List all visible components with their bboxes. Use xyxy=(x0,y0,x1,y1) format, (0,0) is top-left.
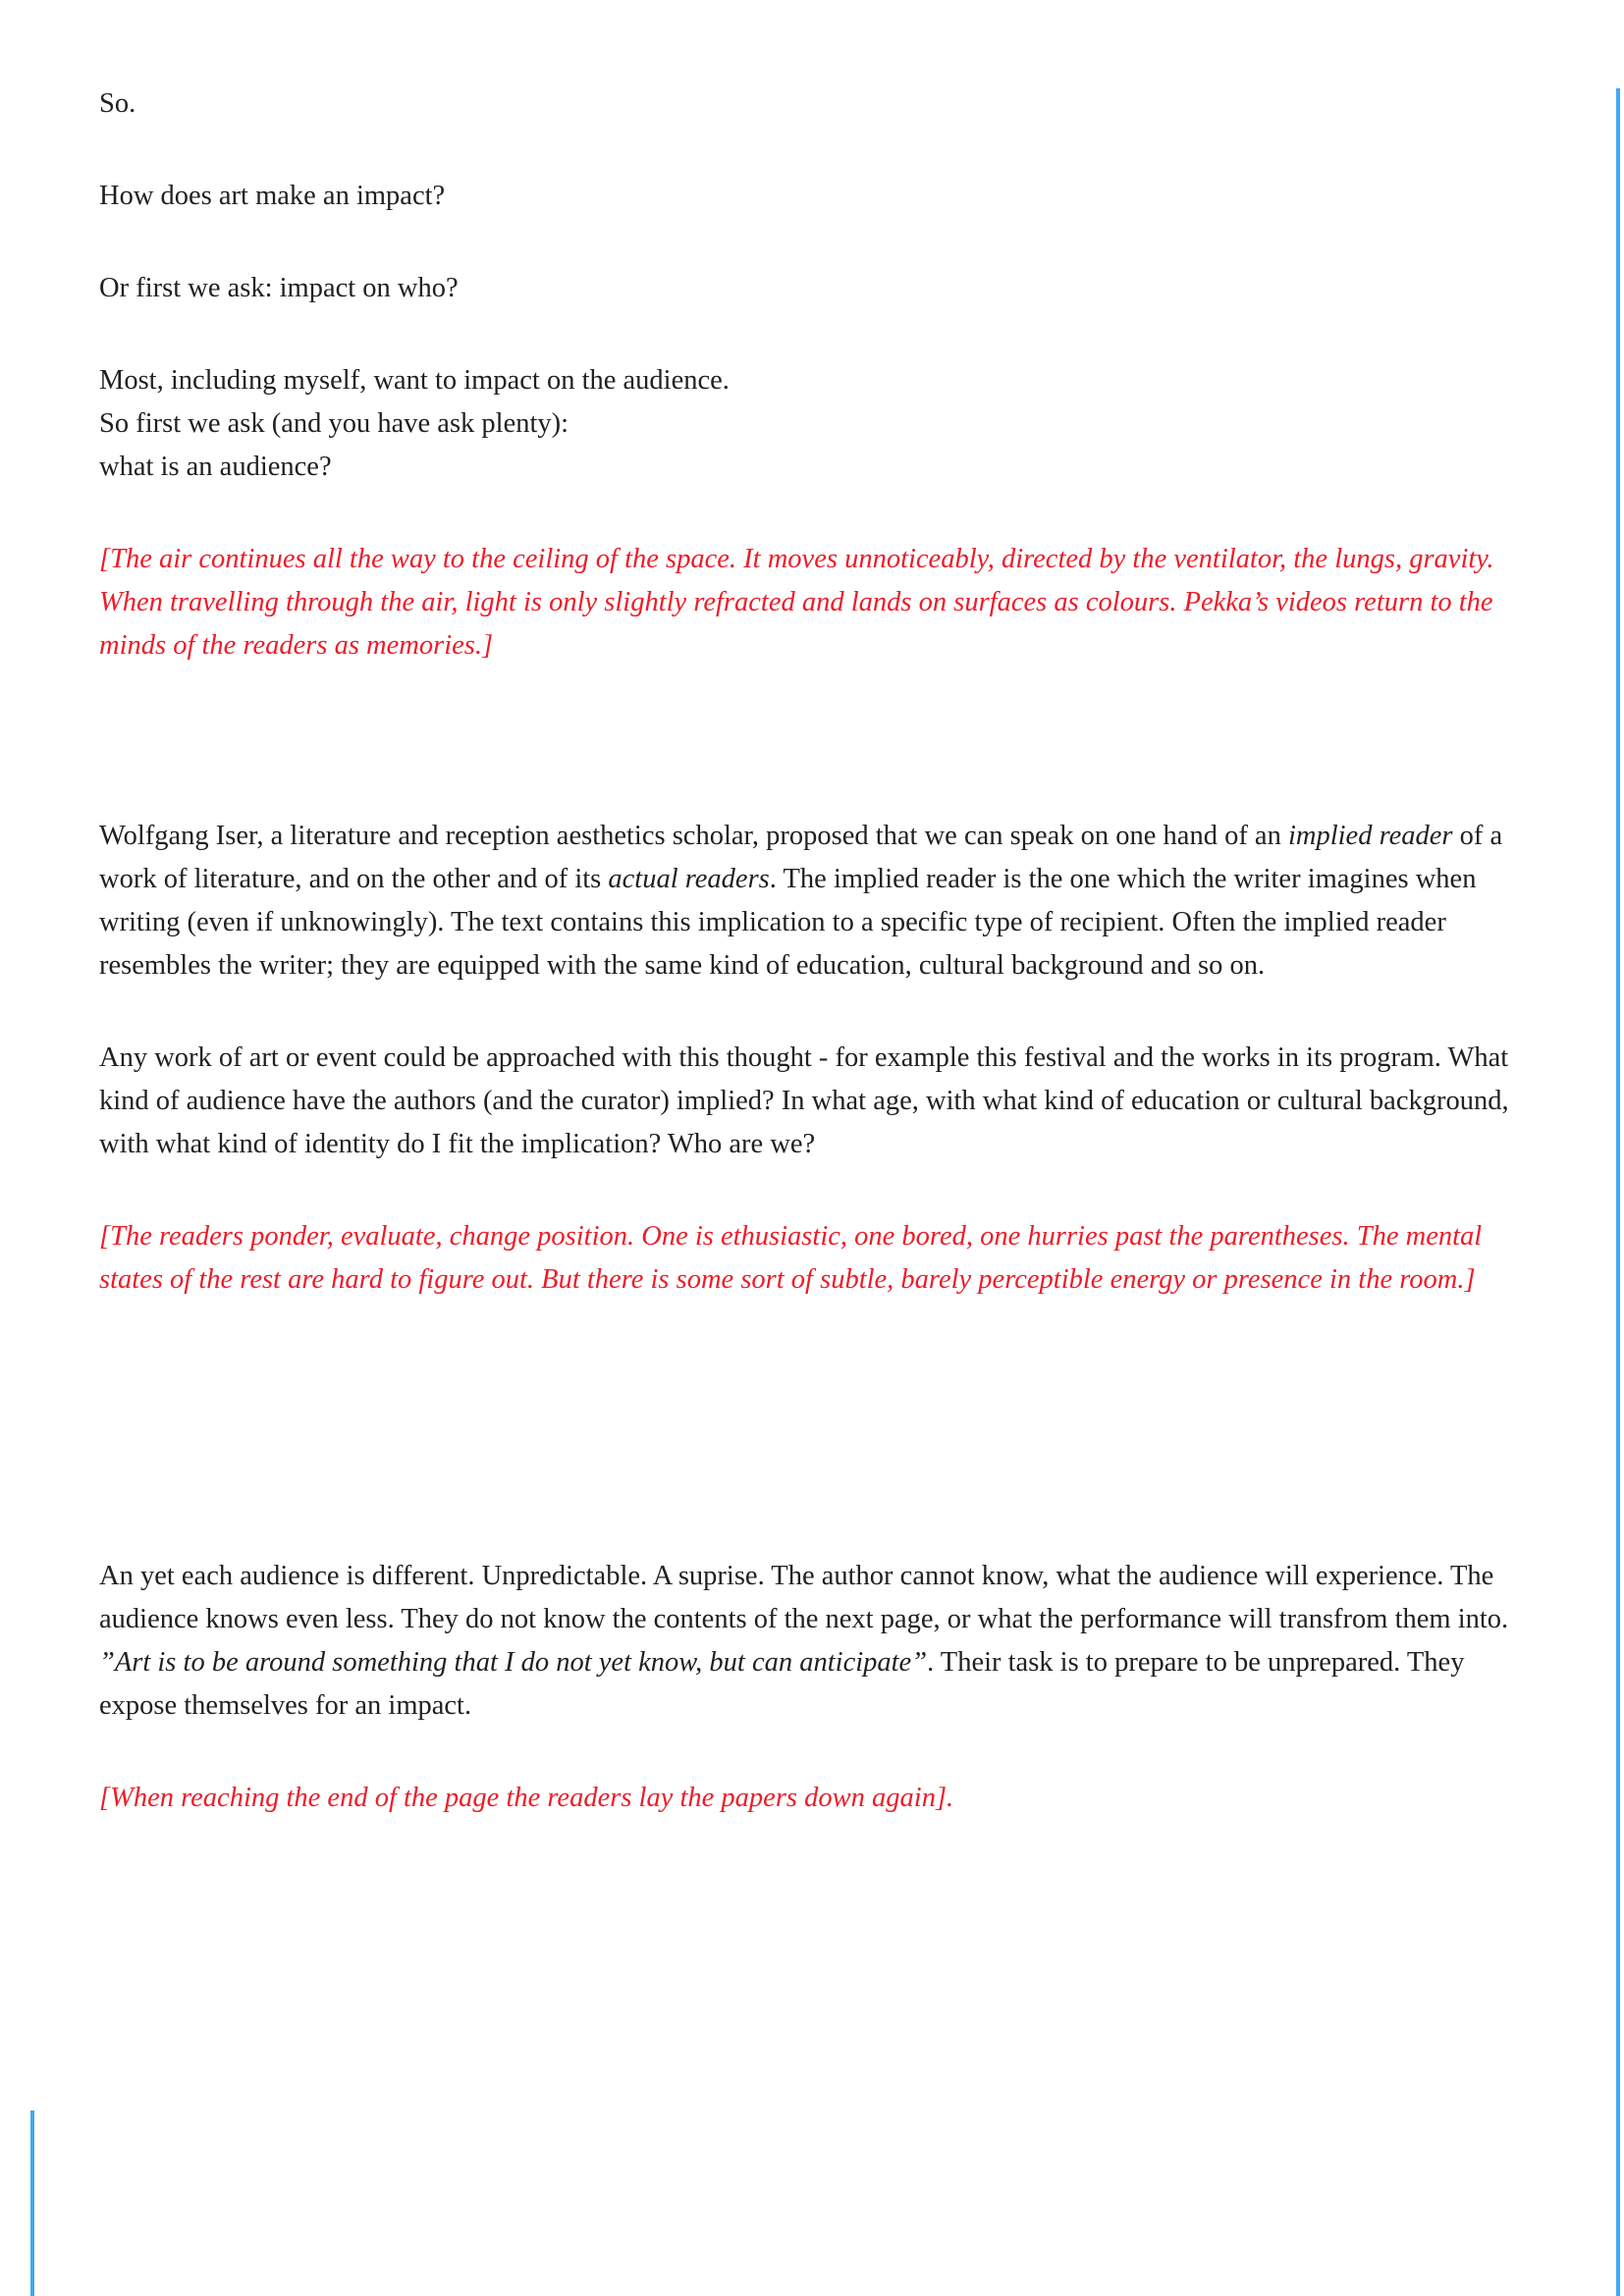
paragraph-so: So. xyxy=(99,88,136,119)
paragraph-any-work: Any work of art or event could be approached with this thought - for example this festival and the works in its program. What kind of audience have the authors (and the curator) implied? In what age, with what kind of education or cultural background, with what kind of identity do I fit the implication? Who are we? xyxy=(99,1042,1509,1159)
paragraph-iser xyxy=(99,815,1511,988)
iser-term-implied-reader: implied reader xyxy=(1287,821,1453,851)
document-body xyxy=(99,82,1511,1869)
audience-line-3: what is an audience? xyxy=(99,452,332,482)
audience-line-2: So first we ask (and you have ask plenty): xyxy=(99,408,569,439)
paragraph-audience xyxy=(99,359,1511,489)
iser-segment-3: . The implied reader is the one which the writer imagines when writing (even if unknowingly). The text contains this implication to a specific type of recipient. Often the implied reader resembles the writer; they are equipped with the same kind of education, cultural background and so on. xyxy=(99,864,1477,981)
stage-direction-air: [The air continues all the way to the ceiling of the space. It moves unnoticeably, directed by the ventilator, the lungs, gravity. When travelling through the air, light is only slightly refracted and lands on surfaces as colours. Pekka’s videos return to the minds of the readers as memories.] xyxy=(99,544,1494,661)
each-audience-segment-1: An yet each audience is different. Unpredictable. A suprise. The author cannot know, what the audience will experience. The audience knows even less. They do not know the contents of the next page, or what the performance will transfrom them into. xyxy=(99,1561,1509,1634)
iser-term-actual-readers: actual readers xyxy=(608,864,770,894)
each-audience-quote: ”Art is to be around something that I do not yet know, but can anticipate” xyxy=(99,1647,928,1678)
each-audience-segment-2: . Their task is to prepare to be unprepared. They expose themselves for an impact. xyxy=(99,1647,1465,1721)
stage-direction-end: [When reaching the end of the page the readers lay the papers down again]. xyxy=(99,1783,954,1813)
paragraph-impact-question: How does art make an impact? xyxy=(99,181,446,211)
iser-segment-1: Wolfgang Iser, a literature and reception aesthetics scholar, proposed that we can speak on one hand of an xyxy=(99,821,1288,851)
bottom-left-corner-line xyxy=(30,2110,34,2296)
paragraph-impact-on-who: Or first we ask: impact on who? xyxy=(99,273,459,303)
right-edge-line xyxy=(1616,88,1620,2296)
iser-segment-2: of a work of literature, and on the other and of its xyxy=(99,821,1503,894)
audience-line-1: Most, including myself, want to impact on the audience. xyxy=(99,365,730,396)
paragraph-each-audience xyxy=(99,1555,1511,1728)
stage-direction-readers: [The readers ponder, evaluate, change position. One is ethusiastic, one bored, one hurries past the parentheses. The mental states of the rest are hard to figure out. But there is some sort of subtle, barely perceptible energy or presence in the room.] xyxy=(99,1221,1483,1295)
